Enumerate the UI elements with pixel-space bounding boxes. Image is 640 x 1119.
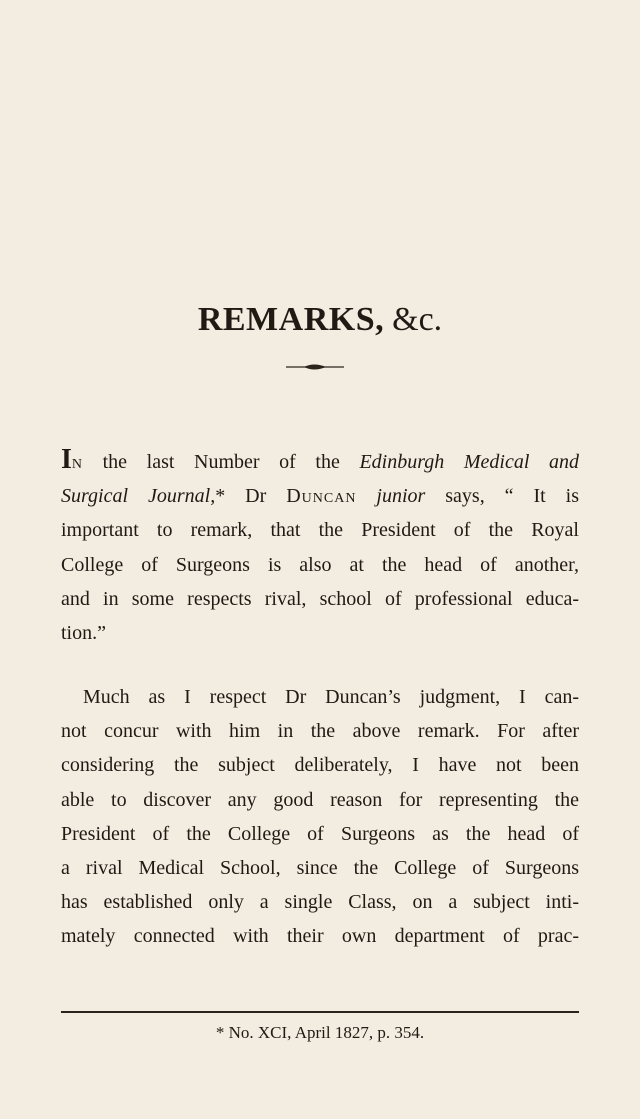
footnote: * No. XCI, April 1827, p. 354. [215,1023,425,1042]
ornament-divider [286,362,344,372]
page-title [0,300,640,340]
paragraph-2-line-7: has established only a single Class, on a subject inti- [61,891,579,914]
paragraph-1-line-5: and in some respects rival, school of professional educa- [61,587,579,610]
paragraph-1-line-4: College of Surgeons is also at the head of another, [61,553,579,576]
paragraph-2-line-8: mately connected with their own department of prac- [61,925,579,948]
paragraph-2-line-6: a rival Medical School, since the College of Surgeons [61,857,579,880]
paragraph-2-line-3: considering the subject deliberately, I have not been [61,754,579,777]
paragraph-2-line-4: able to discover any good reason for representing the [61,788,579,811]
paragraph-2-line-1: Much as I respect Dr Duncan’s judgment, I can- [83,686,579,708]
paragraph-2-line-5: President of the College of Surgeons as the head of [61,822,579,845]
paragraph-1 [61,443,579,650]
paragraph-1-line-6: tion.” [61,622,106,645]
paragraph-1-line-3: important to remark, that the President of the Royal [61,519,579,542]
drop-cap: I [61,444,72,475]
title-main: REMARKS, [197,301,385,338]
paragraph-2 [61,680,579,954]
paragraph-1-line-1: In the last Number of the Edinburgh Medical and [61,444,580,475]
title-etc: &c. [392,301,443,338]
footnote-rule [61,1011,579,1013]
paragraph-1-line-2: Surgical Journal,* Dr Duncan junior says, “ It is [61,485,579,508]
paragraph-2-line-2: not concur with him in the above remark. For after [61,720,579,743]
